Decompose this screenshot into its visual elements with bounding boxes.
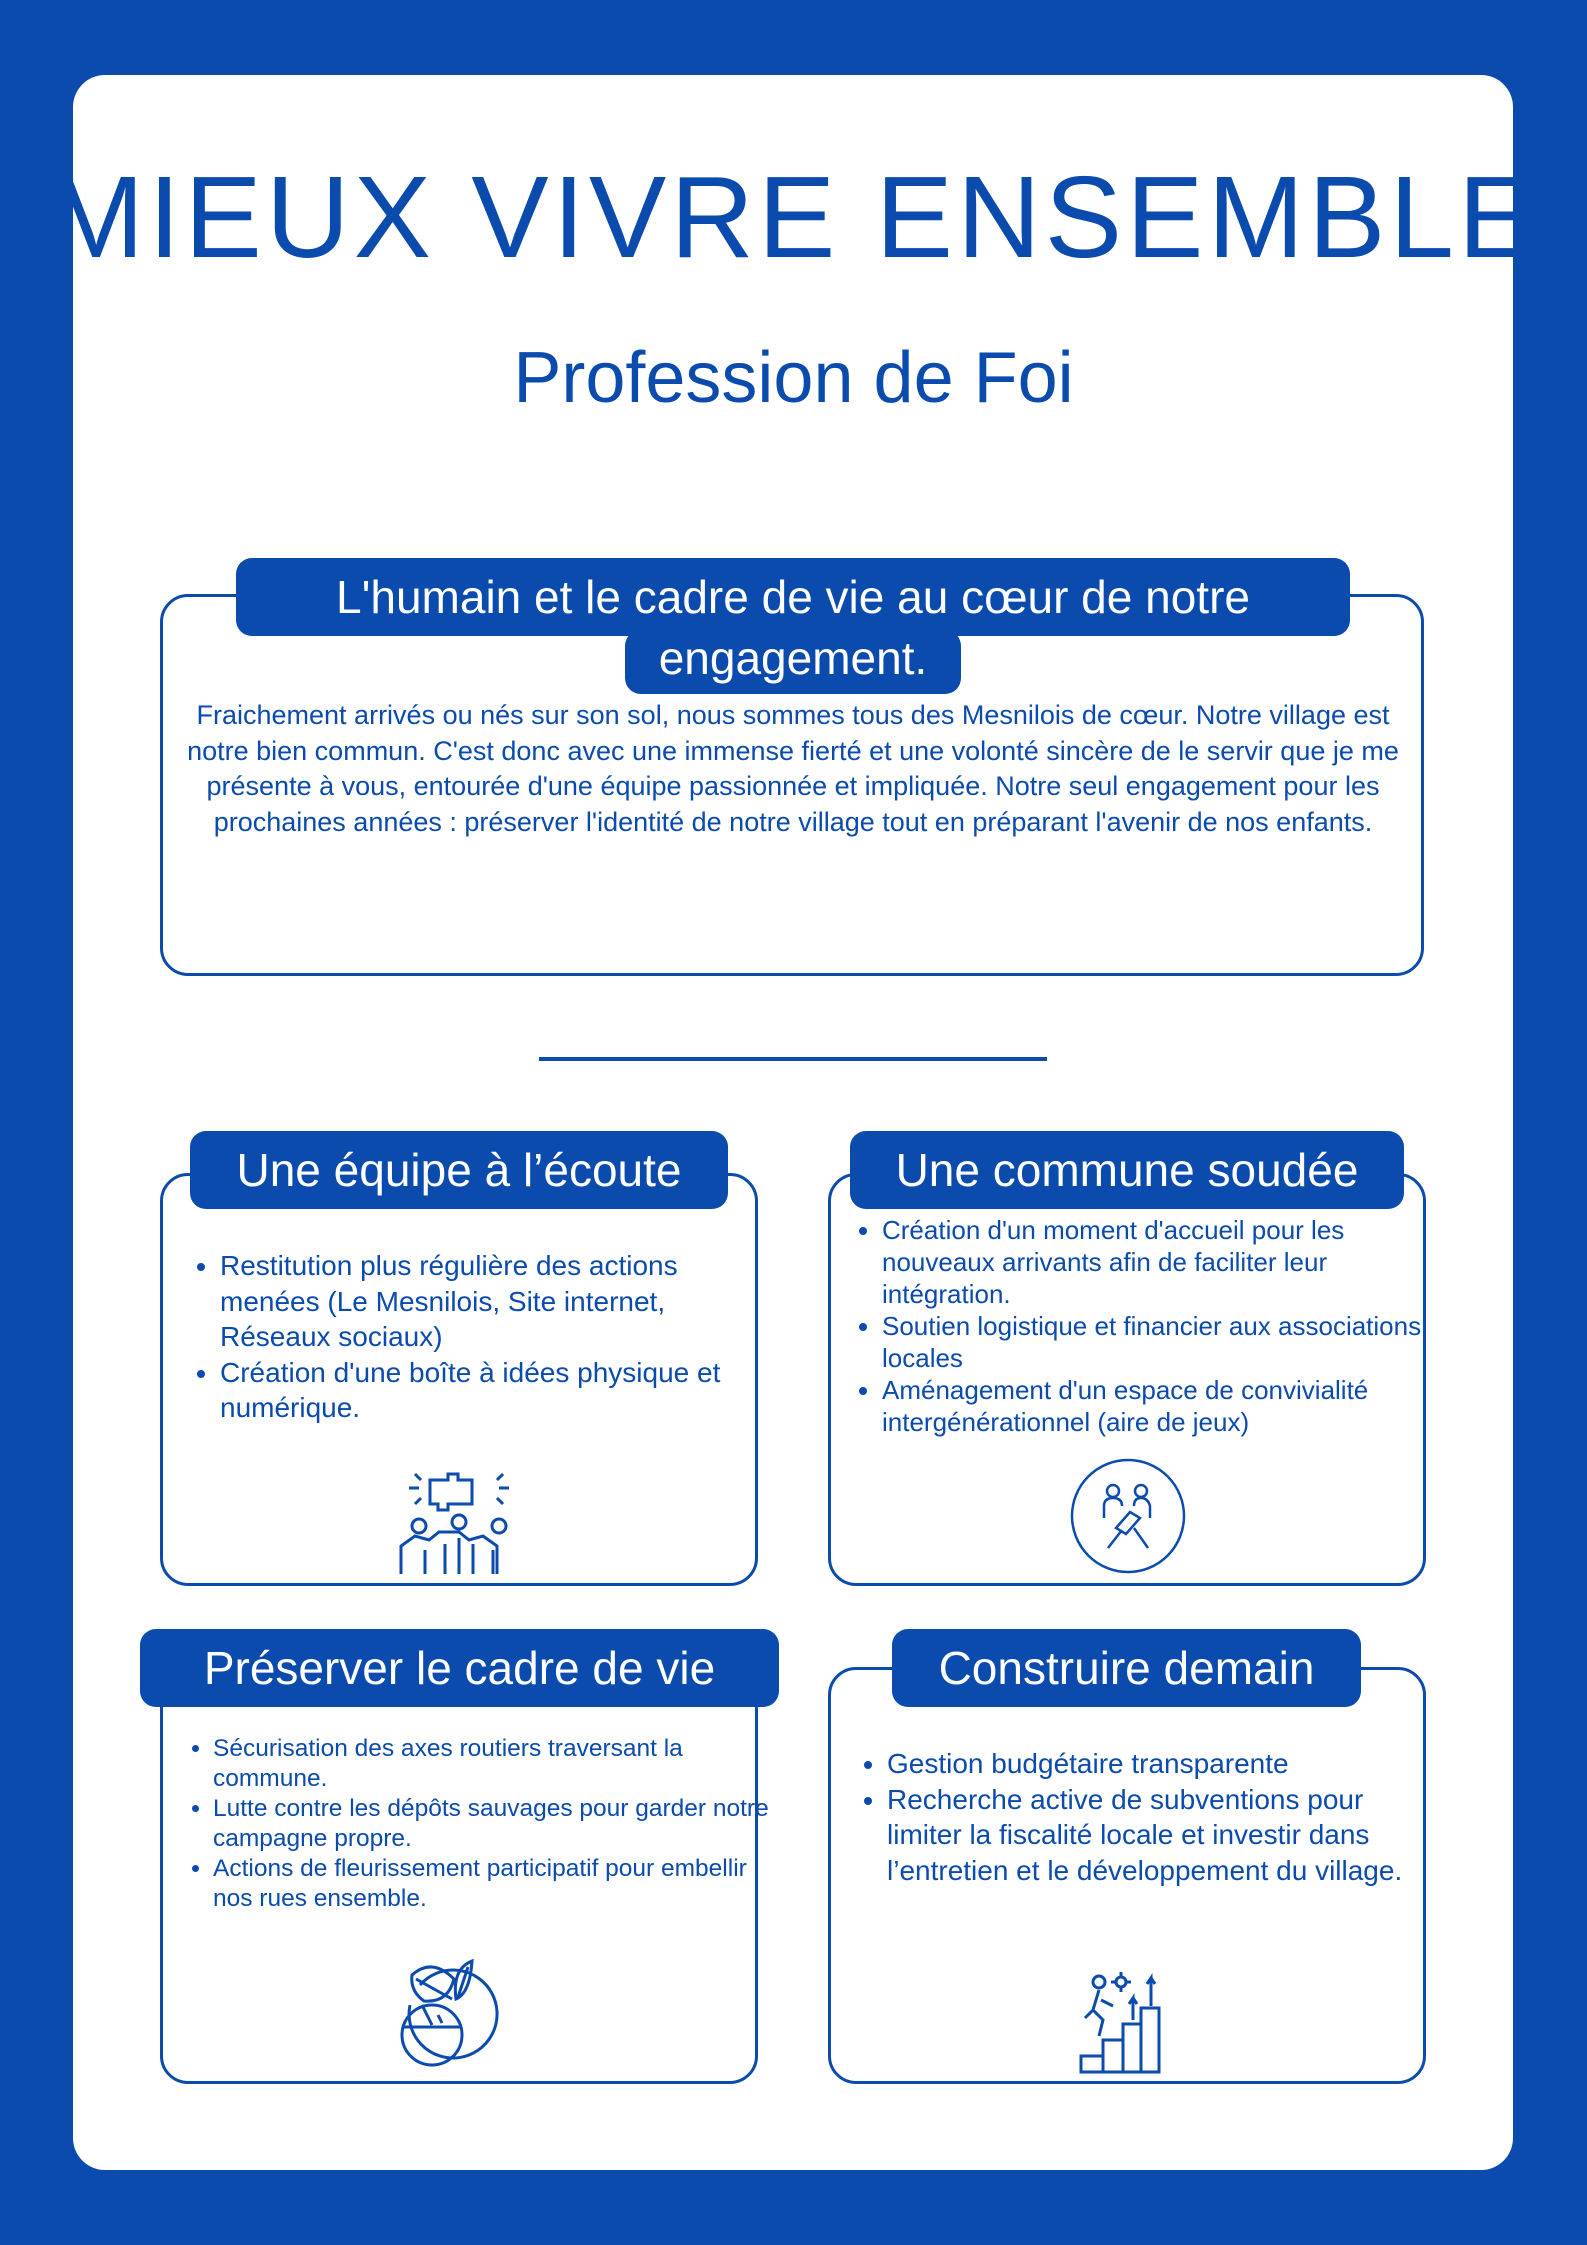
list-item: • Soutien logistique et financier aux associations locales xyxy=(882,1310,1442,1374)
section-title-demain: Construire demain xyxy=(892,1629,1361,1707)
handshake-people-icon xyxy=(1068,1456,1188,1576)
list-item: • Création d'un moment d'accueil pour les nouveaux arrivants afin de faciliter leur intégration. xyxy=(882,1214,1442,1310)
section-list-cadre xyxy=(183,1734,793,1914)
intro-heading-line2: engagement. xyxy=(625,630,961,694)
list-item: • Aménagement d'un espace de convivialité intergénérationnel (aire de jeux) xyxy=(882,1374,1442,1438)
intro-body: Fraichement arrivés ou nés sur son sol, nous sommes tous des Mesnilois de cœur. Notre village est notre bien commun. C'est donc avec une immense fierté et une volonté sincère de le servir que je me présente à vous, entourée d'une équipe passionnée et impliquée. Notre seul engagement pour les prochaines années : préserver l'identité de notre village tout en préparant l'avenir de nos enfants. xyxy=(187,700,1399,837)
section-title-equipe: Une équipe à l’écoute xyxy=(190,1131,728,1209)
growth-stairs-icon xyxy=(1075,1970,1185,2075)
section-list-equipe xyxy=(190,1248,770,1426)
list-item: • Sécurisation des axes routiers traversant la commune. xyxy=(213,1734,793,1794)
intro-heading-line1: L'humain et le cadre de vie au cœur de notre xyxy=(236,558,1350,636)
list-item: • Restitution plus régulière des actions menées (Le Mesnilois, Site internet, Réseaux sociaux) xyxy=(220,1248,770,1355)
teamwork-puzzle-icon xyxy=(395,1468,525,1578)
list-item: • Lutte contre les dépôts sauvages pour garder notre campagne propre. xyxy=(213,1794,793,1854)
eco-globe-leaf-icon xyxy=(382,1955,507,2075)
section-list-commune xyxy=(852,1214,1442,1438)
section-title-commune: Une commune soudée xyxy=(850,1131,1404,1209)
list-item: • Actions de fleurissement participatif pour embellir nos rues ensemble. xyxy=(213,1854,793,1914)
list-item: • Création d'une boîte à idées physique et numérique. xyxy=(220,1355,770,1426)
section-title-cadre: Préserver le cadre de vie xyxy=(140,1629,779,1707)
list-item: • Recherche active de subventions pour limiter la fiscalité locale et investir dans l’entretien et le développement du village. xyxy=(887,1782,1407,1889)
page-subtitle: Profession de Foi xyxy=(513,338,1074,418)
divider xyxy=(539,1057,1047,1061)
page-title: MIEUX VIVRE ENSEMBLE xyxy=(47,152,1540,282)
section-list-demain xyxy=(857,1746,1407,1888)
list-item: • Gestion budgétaire transparente xyxy=(887,1746,1407,1782)
